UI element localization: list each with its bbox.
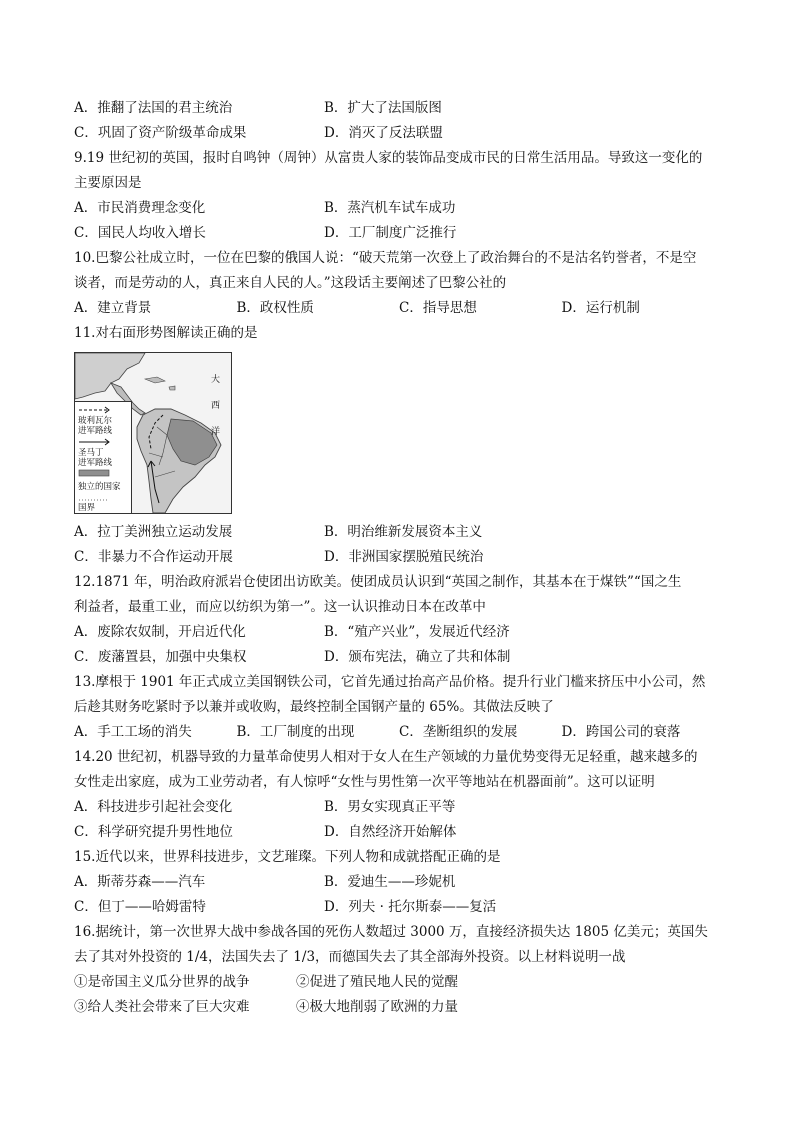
q9-stem-line1: 9.19 世纪初的英国，报时自鸣钟（周钟）从富贵人家的装饰品变成市民的日常生活用品。导致这一变化的 <box>74 150 703 166</box>
q14-stem-line1: 14.20 世纪初，机器导致的力量革命使男人相对于女人在生产领域的力量优势变得无足轻重，越来越多的 <box>74 749 698 765</box>
q16-stem-line2: 去了其对外投资的 1/4，法国失去了 1/3，而德国失去了其全部海外投资。以上材料说明一战 <box>74 949 626 965</box>
q12-option-d[interactable]: D．颁布宪法，确立了共和体制 <box>324 649 511 665</box>
q13-stem-line2: 后趁其财务吃紧时予以兼并或收购，最终控制全国钢产量的 65%。其做法反映了 <box>74 699 554 715</box>
q12-stem-line1: 12.1871 年，明治政府派岩仓使团出访欧美。使团成员认识到“英国之制作，其基本在于煤铁”“国之生 <box>74 574 682 590</box>
q12-option-a[interactable]: A．废除农奴制，开启近代化 <box>74 624 246 640</box>
q8-options-row1 <box>74 96 724 121</box>
q9-options-row2 <box>74 221 724 246</box>
q15-options-row1 <box>74 870 724 895</box>
legend-bolivar: 玻利瓦尔 进军路线 <box>78 416 113 436</box>
q9-option-a[interactable]: A．市民消费理念变化 <box>74 200 206 216</box>
q8-options-row2 <box>74 121 724 146</box>
q11-option-c[interactable]: C．非暴力不合作运动开展 <box>74 549 233 565</box>
q11-option-a[interactable]: A．拉丁美洲独立运动发展 <box>74 524 233 540</box>
q11-stem: 11.对右面形势图解读正确的是 <box>74 325 258 341</box>
q15-option-a[interactable]: A．斯蒂芬森——汽车 <box>74 874 206 890</box>
q13-stem-line1: 13.摩根于 1901 年正式成立美国钢铁公司，它首先通过抬高产品价格。提升行业门槛来挤压中小公司，然 <box>74 674 706 690</box>
q14-option-b[interactable]: B．男女实现真正平等 <box>324 799 456 815</box>
q16-statements-row1 <box>74 970 724 995</box>
q14-options-row1 <box>74 795 724 820</box>
q16-statement-4: ④极大地削弱了欧洲的力量 <box>296 999 458 1015</box>
q9-option-c[interactable]: C．国民人均收入增长 <box>74 225 206 241</box>
q8-option-b[interactable]: B．扩大了法国版图 <box>324 100 442 116</box>
q14-options-row2 <box>74 820 724 845</box>
q9-option-d[interactable]: D．工厂制度广泛推行 <box>324 225 457 241</box>
q12-stem-line2: 利益者，最重工业，而应以纺织为第一”。这一认识推动日本在改革中 <box>74 599 486 615</box>
q11-option-d[interactable]: D．非洲国家摆脱殖民统治 <box>324 549 484 565</box>
q16-statement-3: ③给人类社会带来了巨大灾难 <box>74 999 250 1015</box>
q10-stem-line2: 谈者，而是劳动的人，真正来自人民的人。”这段话主要阐述了巴黎公社的 <box>74 275 507 291</box>
q10-option-c[interactable]: C．指导思想 <box>399 300 477 316</box>
q13-option-c[interactable]: C．垄断组织的发展 <box>399 724 518 740</box>
q15-option-d[interactable]: D．列夫 · 托尔斯泰——复活 <box>324 899 497 915</box>
q11-options-row2 <box>74 545 724 570</box>
map-ocean-label-2: 西 <box>211 401 221 411</box>
latin-america-map <box>74 352 232 514</box>
q13-options <box>74 720 724 745</box>
q14-option-c[interactable]: C．科学研究提升男性地位 <box>74 824 233 840</box>
q9-stem-line2: 主要原因是 <box>74 175 142 191</box>
q13-option-b[interactable]: B．工厂制度的出现 <box>236 724 355 740</box>
q10-options <box>74 296 724 321</box>
q12-options-row2 <box>74 645 724 670</box>
q9-options-row1 <box>74 196 724 221</box>
q9-option-b[interactable]: B．蒸汽机车试车成功 <box>324 200 456 216</box>
map-ocean-label-1: 大 <box>211 375 221 385</box>
q15-option-c[interactable]: C．但丁——哈姆雷特 <box>74 899 206 915</box>
q13-option-a[interactable]: A．手工工场的消失 <box>74 724 192 740</box>
q10-stem-line1: 10.巴黎公社成立时，一位在巴黎的俄国人说：“破天荒第一次登上了政治舞台的不是沽名钓誉者，不是空 <box>74 250 697 266</box>
map-legend <box>75 401 132 514</box>
q15-options-row2 <box>74 895 724 920</box>
q15-option-b[interactable]: B．爱迪生——珍妮机 <box>324 874 456 890</box>
q12-options-row1 <box>74 620 724 645</box>
exam-page <box>74 96 724 1020</box>
q10-option-d[interactable]: D．运行机制 <box>561 300 640 316</box>
q8-option-d[interactable]: D．消灭了反法联盟 <box>324 125 443 141</box>
q12-option-b[interactable]: B．“殖产兴业”，发展近代经济 <box>324 624 510 640</box>
q16-statement-2: ②促进了殖民地人民的觉醒 <box>296 974 458 990</box>
q11-options-row1 <box>74 520 724 545</box>
q8-option-a[interactable]: A．推翻了法国的君主统治 <box>74 100 233 116</box>
legend-border: 国界 <box>78 503 96 513</box>
q16-stem-line1: 16.据统计，第一次世界大战中参战各国的死伤人数超过 3000 万，直接经济损失达 1805 亿美元；英国失 <box>74 924 708 940</box>
legend-san-martin: 圣马丁 进军路线 <box>78 448 113 468</box>
q8-option-c[interactable]: C．巩固了资产阶级革命成果 <box>74 125 247 141</box>
map-ocean-label-3: 洋 <box>211 427 221 437</box>
q12-option-c[interactable]: C．废藩置县，加强中央集权 <box>74 649 247 665</box>
q11-option-b[interactable]: B．明治维新发展资本主义 <box>324 524 483 540</box>
q14-option-d[interactable]: D．自然经济开始解体 <box>324 824 457 840</box>
q15-stem: 15.近代以来，世界科技进步，文艺璀璨。下列人物和成就搭配正确的是 <box>74 849 501 865</box>
q10-option-b[interactable]: B．政权性质 <box>236 300 314 316</box>
q10-option-a[interactable]: A．建立背景 <box>74 300 152 316</box>
legend-independent: 独立的国家 <box>78 482 121 492</box>
q13-option-d[interactable]: D．跨国公司的衰落 <box>561 724 681 740</box>
q14-stem-line2: 女性走出家庭，成为工业劳动者，有人惊呼“女性与男性第一次平等地站在机器面前”。这可以证明 <box>74 774 655 790</box>
q14-option-a[interactable]: A．科技进步引起社会变化 <box>74 799 233 815</box>
q16-statements-row2 <box>74 995 724 1020</box>
q16-statement-1: ①是帝国主义瓜分世界的战争 <box>74 974 250 990</box>
